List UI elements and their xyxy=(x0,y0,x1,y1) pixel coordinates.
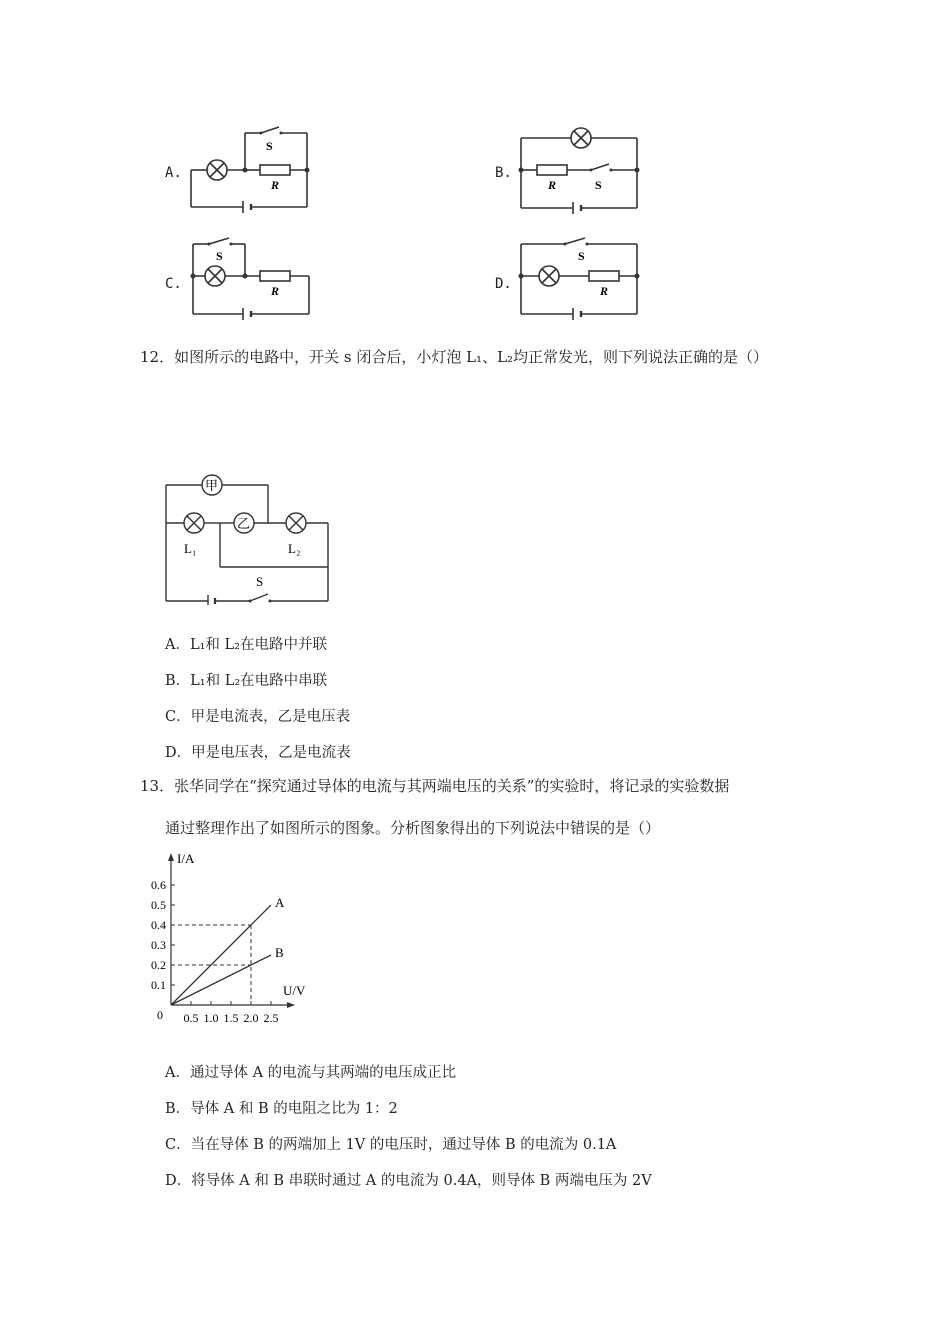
y-tick-label: 0.6 xyxy=(151,878,166,892)
series-label-a: A xyxy=(275,895,285,910)
x-tick-label: 2.5 xyxy=(263,1011,279,1025)
y-axis-label: I/A xyxy=(177,851,195,866)
meter-jia-label: 甲 xyxy=(205,478,219,493)
question-13-stem-line1: 13．张华同学在“探究通过导体的电流与其两端电压的关系”的实验时，将记录的实验数据 xyxy=(140,777,730,795)
q12-choice-d[interactable]: D．甲是电压表，乙是电流表 xyxy=(165,745,351,761)
x-tick-label: 0.5 xyxy=(183,1011,199,1025)
option-b-label: B. xyxy=(495,165,512,181)
q12-choice-c[interactable]: C．甲是电流表，乙是电压表 xyxy=(165,709,351,725)
option-d-label: D. xyxy=(495,276,512,292)
current-voltage-chart xyxy=(143,849,341,1027)
series-label-b: B xyxy=(275,945,284,960)
q12-choice-a[interactable]: A．L₁和 L₂在电路中并联 xyxy=(165,637,327,653)
y-tick-label: 0.2 xyxy=(151,958,166,972)
q13-choice-b[interactable]: B．导体 A 和 B 的电阻之比为 1：2 xyxy=(165,1101,398,1117)
x-axis-label: U/V xyxy=(283,983,306,998)
resistor-label: R xyxy=(548,178,557,192)
q13-choice-d[interactable]: D．将导体 A 和 B 串联时通过 A 的电流为 0.4A，则导体 B 两端电压为 2V xyxy=(165,1173,652,1189)
x-tick-label: 2.0 xyxy=(243,1011,259,1025)
lamp1-label: L₁ xyxy=(184,541,197,556)
switch-label: S xyxy=(266,139,273,153)
y-tick-label: 0.3 xyxy=(151,938,166,952)
x-tick-label: 1.0 xyxy=(203,1011,219,1025)
switch-label: S xyxy=(256,574,264,589)
y-tick-label: 0.4 xyxy=(151,918,166,932)
y-tick-label: 0.5 xyxy=(151,898,166,912)
origin-label: 0 xyxy=(157,1008,163,1022)
circuit-diagram-c xyxy=(185,232,315,322)
resistor-label: R xyxy=(271,284,280,298)
lamp2-label: L₂ xyxy=(288,541,301,556)
circuit-diagram-q12 xyxy=(162,465,332,605)
circuit-diagram-b xyxy=(515,122,645,214)
switch-label: S xyxy=(216,249,223,263)
question-13-stem-line2: 通过整理作出了如图所示的图象。分析图象得出的下列说法中错误的是（） xyxy=(165,819,661,837)
switch-label: S xyxy=(578,249,585,263)
option-a-label: A. xyxy=(165,165,182,181)
q12-choice-b[interactable]: B．L₁和 L₂在电路中串联 xyxy=(165,673,328,689)
resistor-label: R xyxy=(271,178,280,192)
q13-choice-a[interactable]: A．通过导体 A 的电流与其两端的电压成正比 xyxy=(165,1065,457,1081)
circuit-diagram-a xyxy=(185,125,315,215)
resistor-label: R xyxy=(600,284,609,298)
circuit-diagram-d xyxy=(515,232,645,322)
option-c-label: C. xyxy=(165,276,182,292)
q13-choice-c[interactable]: C．当在导体 B 的两端加上 1V 的电压时，通过导体 B 的电流为 0.1A xyxy=(165,1137,617,1153)
y-tick-label: 0.1 xyxy=(151,978,166,992)
x-tick-label: 1.5 xyxy=(223,1011,239,1025)
question-12-stem: 12．如图所示的电路中，开关 s 闭合后，小灯泡 L₁、L₂均正常发光，则下列说法正确的是（） xyxy=(140,348,769,366)
switch-label: S xyxy=(595,178,602,192)
meter-yi-label: 乙 xyxy=(237,516,251,531)
